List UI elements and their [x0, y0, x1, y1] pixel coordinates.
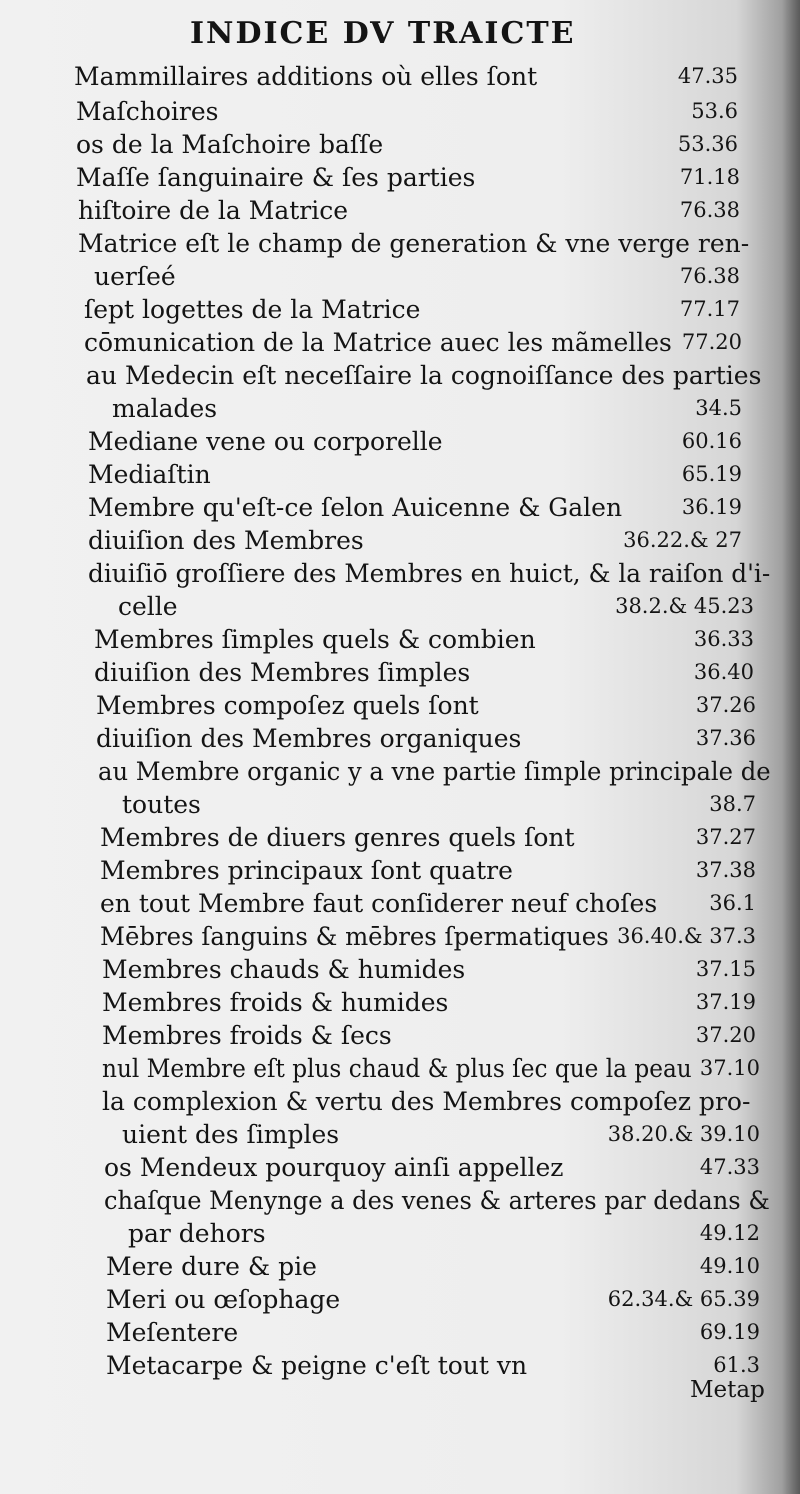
entry-text: diuiſion des Membres ſimples — [94, 658, 471, 687]
index-entry — [0, 392, 800, 425]
catchword: Metap — [690, 1377, 765, 1403]
index-entry — [0, 293, 800, 326]
entry-page: 38.7 — [709, 792, 756, 816]
entry-text: chaſque Menynge a des venes & arteres par dedans & — [104, 1186, 770, 1215]
index-entries — [0, 60, 800, 1382]
entry-page: 37.15 — [695, 957, 756, 981]
entry-text: diuiſion des Membres — [88, 526, 364, 555]
entry-text: Membre qu'eſt-ce ſelon Auicenne & Galen — [88, 493, 623, 522]
entry-page: 61.3 — [713, 1353, 760, 1377]
entry-text: Mēbres ſanguins & mēbres ſpermatiques — [100, 922, 609, 951]
index-entry — [0, 458, 800, 491]
entry-page: 53.36 — [677, 132, 738, 156]
entry-page: 36.40 — [693, 660, 754, 684]
entry-page: 65.19 — [681, 462, 742, 486]
index-entry — [0, 1184, 800, 1217]
index-entry — [0, 260, 800, 293]
entry-page: 71.18 — [679, 165, 740, 189]
entry-page: 47.35 — [677, 64, 738, 88]
entry-page: 37.20 — [695, 1023, 756, 1047]
entry-text: ſept logettes de la Matrice — [84, 295, 421, 324]
entry-text: Mere dure & pie — [106, 1252, 317, 1281]
entry-page: 76.38 — [679, 198, 740, 222]
index-entry — [0, 821, 800, 854]
index-entry — [0, 788, 800, 821]
entry-text: Mammillaires additions où elles ſont — [74, 62, 538, 91]
entry-text: en tout Membre faut conſiderer neuf choſes — [100, 889, 658, 918]
entry-text: Meſentere — [106, 1318, 239, 1347]
index-entry — [0, 227, 800, 260]
index-entry — [0, 656, 800, 689]
entry-page: 77.20 — [681, 330, 742, 354]
entry-text: Membres de diuers genres quels ſont — [100, 823, 575, 852]
index-entry — [0, 491, 800, 524]
entry-page: 77.17 — [679, 297, 740, 321]
entry-page: 47.33 — [699, 1155, 760, 1179]
index-entry — [0, 920, 800, 953]
index-entry — [0, 1283, 800, 1316]
index-entry — [0, 953, 800, 986]
entry-text: os de la Maſchoire baſſe — [76, 130, 384, 159]
index-entry — [0, 590, 800, 623]
entry-text: hiſtoire de la Matrice — [78, 196, 349, 225]
entry-text: Membres compoſez quels ſont — [96, 691, 479, 720]
entry-text: Membres froids & ſecs — [102, 1021, 392, 1050]
entry-page: 38.20.& 39.10 — [607, 1122, 760, 1146]
entry-text: au Membre organic y a vne partie ſimple principale de — [98, 757, 771, 786]
entry-page: 69.19 — [699, 1320, 760, 1344]
index-entry — [0, 1151, 800, 1184]
index-entry — [0, 755, 800, 788]
index-entry — [0, 1316, 800, 1349]
entry-text: uerſeé — [94, 262, 176, 291]
entry-page: 37.19 — [695, 990, 756, 1014]
entry-page: 38.2.& 45.23 — [615, 594, 754, 618]
index-entry — [0, 359, 800, 392]
index-entry — [0, 194, 800, 227]
entry-page: 53.6 — [691, 99, 738, 123]
entry-text: cōmunication de la Matrice auec les mãmelles — [84, 328, 672, 357]
index-entry — [0, 95, 800, 128]
entry-text: diuiſion des Membres organiques — [96, 724, 522, 753]
entry-text: par dehors — [128, 1219, 266, 1248]
running-header: INDICE DV TRAICTE — [190, 16, 576, 51]
index-entry — [0, 623, 800, 656]
entry-text: diuiſiō groſſiere des Membres en huict, & la raiſon d'i- — [88, 559, 771, 588]
entry-page: 36.33 — [693, 627, 754, 651]
index-entry — [0, 854, 800, 887]
entry-text: Mediaſtin — [88, 460, 211, 489]
entry-page: 49.12 — [699, 1221, 760, 1245]
index-entry — [0, 161, 800, 194]
entry-text: Matrice eſt le champ de generation & vne verge ren- — [78, 229, 750, 258]
index-entry — [0, 1052, 800, 1085]
index-entry — [0, 986, 800, 1019]
index-entry — [0, 1085, 800, 1118]
entry-page: 36.19 — [681, 495, 742, 519]
index-entry — [0, 1250, 800, 1283]
entry-page: 62.34.& 65.39 — [607, 1287, 760, 1311]
entry-text: Maſchoires — [76, 97, 219, 126]
entry-text: malades — [112, 394, 218, 423]
index-entry — [0, 887, 800, 920]
entry-text: toutes — [122, 790, 201, 819]
entry-text: nul Membre eſt plus chaud & plus ſec que la peau — [102, 1054, 692, 1083]
index-entry — [0, 60, 800, 95]
index-entry — [0, 1118, 800, 1151]
entry-text: Metacarpe & peigne c'eſt tout vn — [106, 1351, 528, 1380]
entry-text: Maſſe ſanguinaire & ſes parties — [76, 163, 476, 192]
index-entry — [0, 722, 800, 755]
page-edge-shadow — [782, 0, 800, 1494]
entry-text: Membres principaux ſont quatre — [100, 856, 513, 885]
index-entry — [0, 557, 800, 590]
entry-text: os Mendeux pourquoy ainſi appellez — [104, 1153, 564, 1182]
entry-text: Mediane vene ou corporelle — [88, 427, 443, 456]
index-entry — [0, 425, 800, 458]
entry-page: 36.1 — [709, 891, 756, 915]
entry-page: 34.5 — [695, 396, 742, 420]
entry-page: 49.10 — [699, 1254, 760, 1278]
entry-page: 37.36 — [695, 726, 756, 750]
index-entry — [0, 128, 800, 161]
index-entry — [0, 689, 800, 722]
index-entry — [0, 1217, 800, 1250]
entry-page: 36.22.& 27 — [623, 528, 742, 552]
index-entry — [0, 1349, 800, 1382]
entry-text: celle — [118, 592, 178, 621]
entry-page: 36.40.& 37.3 — [617, 924, 756, 948]
entry-text: Membres froids & humides — [102, 988, 449, 1017]
index-entry — [0, 524, 800, 557]
entry-page: 76.38 — [679, 264, 740, 288]
entry-page: 60.16 — [681, 429, 742, 453]
entry-page: 37.26 — [695, 693, 756, 717]
entry-text: la complexion & vertu des Membres compoſez pro- — [102, 1087, 751, 1116]
entry-page: 37.10 — [699, 1056, 760, 1080]
entry-text: Membres ſimples quels & combien — [94, 625, 536, 654]
index-entry — [0, 326, 800, 359]
index-entry — [0, 1019, 800, 1052]
entry-text: Membres chauds & humides — [102, 955, 466, 984]
entry-page: 37.27 — [695, 825, 756, 849]
entry-text: Meri ou œſophage — [106, 1285, 341, 1314]
entry-text: uient des ſimples — [122, 1120, 340, 1149]
entry-text: au Medecin eſt neceſſaire la cognoiſſance des parties — [86, 361, 762, 390]
entry-page: 37.38 — [695, 858, 756, 882]
